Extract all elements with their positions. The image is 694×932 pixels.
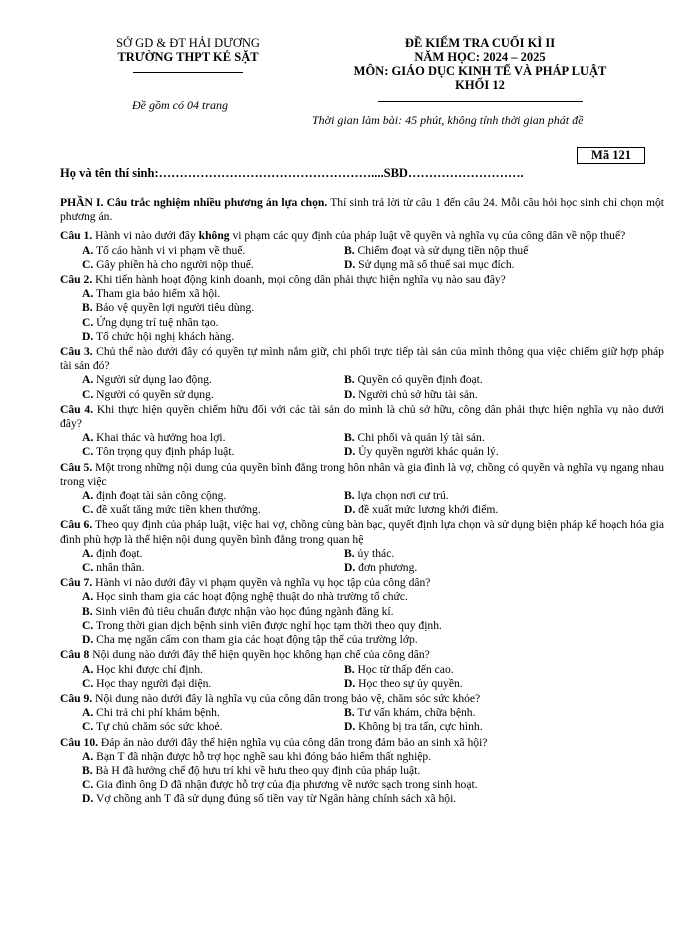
answer-option[interactable] bbox=[82, 633, 418, 646]
answer-options bbox=[60, 750, 664, 807]
answer-option[interactable] bbox=[82, 706, 220, 719]
answer-option[interactable] bbox=[82, 792, 456, 805]
question-stem bbox=[60, 648, 664, 662]
option-text: Không bị tra tấn, cực hình. bbox=[355, 720, 483, 734]
options-cell bbox=[82, 547, 344, 561]
option-letter: B. bbox=[344, 243, 355, 257]
option-text: Chiếm đoạt và sử dụng tiền nộp thuế bbox=[354, 243, 529, 257]
options-cell bbox=[344, 503, 606, 517]
options-cell bbox=[344, 720, 606, 734]
options-row bbox=[82, 445, 664, 459]
option-text: Tự chủ chăm sóc sức khoẻ. bbox=[93, 720, 223, 734]
question-7 bbox=[60, 576, 664, 647]
option-letter: B. bbox=[344, 431, 355, 445]
option-text: nhân thân. bbox=[93, 561, 145, 575]
options-cell bbox=[344, 445, 606, 459]
option-letter: C. bbox=[82, 257, 94, 271]
answer-option[interactable] bbox=[82, 547, 143, 560]
options-row bbox=[82, 373, 664, 387]
options-line bbox=[82, 316, 664, 330]
options-line bbox=[82, 605, 664, 619]
left-header bbox=[88, 36, 288, 73]
options-cell bbox=[344, 706, 606, 720]
candidate-info-line: Họ và tên thí sinh:……………………………………………....SBD………………………. bbox=[60, 166, 524, 180]
options-line bbox=[82, 287, 664, 301]
answer-option[interactable] bbox=[344, 489, 449, 502]
option-text: Gia đình ông D đã nhận được hỗ trợ của địa phương về nước sạch trong sinh hoạt. bbox=[93, 778, 478, 792]
options-cell bbox=[82, 244, 344, 258]
question-stem bbox=[60, 736, 664, 750]
option-letter: B. bbox=[82, 763, 93, 777]
answer-option[interactable] bbox=[82, 605, 394, 618]
option-letter: A. bbox=[82, 749, 94, 763]
option-letter: C. bbox=[82, 676, 94, 690]
option-text: Ủy quyền người khác quản lý. bbox=[355, 445, 499, 459]
answer-option[interactable] bbox=[82, 503, 261, 516]
option-letter: B. bbox=[344, 546, 355, 560]
answer-option[interactable] bbox=[82, 301, 254, 314]
option-text: lựa chọn nơi cư trú. bbox=[354, 489, 449, 503]
options-cell bbox=[82, 258, 344, 272]
options-line bbox=[82, 633, 664, 647]
option-text: Người có quyền sử dụng. bbox=[93, 387, 214, 401]
options-cell bbox=[82, 677, 344, 691]
answer-option[interactable] bbox=[82, 677, 211, 690]
option-text: đề xuất mức lương khởi điểm. bbox=[355, 503, 499, 517]
question-stem bbox=[60, 461, 664, 489]
option-letter: A. bbox=[82, 590, 94, 604]
option-text: Trong thời gian dịch bệnh sinh viên được nghỉ học tạm thời theo quy định. bbox=[93, 618, 442, 632]
answer-option[interactable] bbox=[344, 547, 394, 560]
department-name: SỞ GD & ĐT HẢI DƯƠNG bbox=[116, 36, 260, 50]
answer-option[interactable] bbox=[82, 489, 226, 502]
question-text: Hành vi nào dưới đây vi phạm quyền và nghĩa vụ học tập của công dân? bbox=[92, 576, 431, 590]
option-letter: B. bbox=[344, 706, 355, 720]
option-letter: D. bbox=[344, 676, 356, 690]
question-label: Câu 10. bbox=[60, 735, 99, 749]
option-letter: A. bbox=[82, 287, 94, 301]
option-text: Học thay người đại diện. bbox=[93, 676, 212, 690]
answer-option[interactable] bbox=[82, 388, 214, 401]
option-letter: C. bbox=[82, 618, 94, 632]
option-letter: C. bbox=[82, 503, 94, 517]
question-1 bbox=[60, 229, 664, 272]
question-text-continued: vi phạm các quy định của pháp luật về quyền và nghĩa vụ của công dân về nộp thuế? bbox=[229, 229, 626, 243]
options-cell bbox=[344, 258, 606, 272]
answer-option[interactable] bbox=[82, 316, 219, 329]
options-row bbox=[82, 547, 664, 561]
question-4 bbox=[60, 403, 664, 460]
options-row bbox=[82, 706, 664, 720]
answer-options bbox=[60, 287, 664, 344]
question-5 bbox=[60, 461, 664, 518]
options-row bbox=[82, 258, 664, 272]
option-text: đề xuất tăng mức tiền khen thưởng. bbox=[93, 503, 261, 517]
option-letter: B. bbox=[344, 662, 355, 676]
question-emphasis: không bbox=[198, 229, 230, 243]
question-9 bbox=[60, 692, 664, 735]
option-text: Tổ chức hội nghị khách hàng. bbox=[93, 329, 235, 343]
option-letter: A. bbox=[82, 489, 94, 503]
question-label: Câu 5. bbox=[60, 460, 93, 474]
option-text: Học từ thấp đến cao. bbox=[354, 662, 454, 676]
question-8 bbox=[60, 648, 664, 691]
option-text: Học sinh tham gia các hoạt động nghệ thuật do nhà trường tổ chức. bbox=[93, 590, 408, 604]
question-text: Khi tiến hành hoạt động kinh doanh, mọi công dân phải thực hiện nghĩa vụ nào sau đây? bbox=[92, 273, 506, 287]
section-title: PHẦN I. Câu trắc nghiệm nhiều phương án lựa chọn. bbox=[60, 196, 328, 209]
question-label: Câu 4. bbox=[60, 402, 94, 416]
option-text: Ứng dụng trí tuệ nhân tạo. bbox=[93, 315, 219, 329]
answer-option[interactable] bbox=[82, 258, 254, 271]
option-letter: A. bbox=[82, 706, 94, 720]
question-label: Câu 7. bbox=[60, 576, 93, 590]
options-cell bbox=[344, 489, 606, 503]
option-text: Học theo sự ủy quyền. bbox=[355, 676, 463, 690]
question-stem bbox=[60, 576, 664, 590]
question-text: Đáp án nào dưới đây thể hiện nghĩa vụ của công dân trong đảm bảo an sinh xã hội? bbox=[98, 735, 488, 749]
answer-option[interactable] bbox=[82, 778, 478, 791]
option-letter: A. bbox=[82, 662, 94, 676]
right-header bbox=[320, 36, 640, 102]
option-text: Chi phối và quản lý tài sản. bbox=[354, 431, 485, 445]
question-stem bbox=[60, 518, 664, 546]
options-line bbox=[82, 301, 664, 315]
option-letter: D. bbox=[344, 387, 356, 401]
answer-option[interactable] bbox=[344, 373, 483, 386]
question-label: Câu 3. bbox=[60, 345, 93, 359]
option-letter: B. bbox=[344, 489, 355, 503]
options-row bbox=[82, 489, 664, 503]
options-row bbox=[82, 388, 664, 402]
answer-option[interactable] bbox=[344, 244, 528, 257]
question-label: Câu 6. bbox=[60, 518, 93, 532]
option-text: ủy thác. bbox=[354, 546, 395, 560]
options-cell bbox=[344, 244, 606, 258]
option-text: Người chủ sở hữu tài sản. bbox=[355, 387, 478, 401]
question-stem bbox=[60, 403, 664, 431]
answer-option[interactable] bbox=[344, 503, 498, 516]
option-letter: B. bbox=[344, 373, 355, 387]
question-3 bbox=[60, 345, 664, 402]
options-cell bbox=[344, 663, 606, 677]
option-letter: A. bbox=[82, 431, 94, 445]
question-10 bbox=[60, 736, 664, 807]
question-label: Câu 2. bbox=[60, 273, 93, 287]
options-cell bbox=[82, 373, 344, 387]
answer-options bbox=[60, 373, 664, 401]
options-line bbox=[82, 750, 664, 764]
option-text: Khai thác và hưởng hoa lợi. bbox=[93, 431, 226, 445]
options-cell bbox=[82, 720, 344, 734]
time-note: Thời gian làm bài: 45 phút, không tính thời gian phát đề bbox=[312, 113, 584, 127]
right-header-divider bbox=[378, 101, 583, 102]
question-stem bbox=[60, 345, 664, 373]
question-text: Khi thực hiện quyền chiếm hữu đối với các tài sản do mình là chủ sở hữu, công dân phải thực hiện nghĩa vụ nào dưới đây? bbox=[60, 402, 664, 431]
question-stem bbox=[60, 692, 664, 706]
option-text: Sử dụng mã số thuế sai mục đích. bbox=[355, 257, 515, 271]
options-line bbox=[82, 619, 664, 633]
question-list bbox=[60, 229, 664, 806]
answer-option[interactable] bbox=[344, 720, 483, 733]
options-row bbox=[82, 720, 664, 734]
answer-option[interactable] bbox=[82, 287, 220, 300]
options-cell bbox=[344, 561, 606, 575]
pages-note: Đề gồm có 04 trang bbox=[132, 98, 228, 112]
exam-title: ĐỀ KIỂM TRA CUỐI KÌ II bbox=[404, 36, 556, 50]
options-cell bbox=[82, 706, 344, 720]
options-cell bbox=[82, 561, 344, 575]
options-row bbox=[82, 244, 664, 258]
options-cell bbox=[344, 373, 606, 387]
option-letter: C. bbox=[82, 561, 94, 575]
question-text: Một trong những nội dung của quyền bình đẳng trong hôn nhân và gia đình là vợ, chồng có quyền và nghĩa vụ ngang nhau trong việc bbox=[60, 460, 664, 488]
question-label: Câu 8 bbox=[60, 648, 90, 662]
options-row bbox=[82, 663, 664, 677]
option-letter: D. bbox=[344, 503, 356, 517]
answer-option[interactable] bbox=[344, 258, 515, 271]
option-letter: D. bbox=[82, 792, 94, 806]
options-cell bbox=[344, 431, 606, 445]
option-text: Gây phiền hà cho người nộp thuế. bbox=[93, 257, 254, 271]
option-text: Tôn trọng quy định pháp luật. bbox=[93, 445, 235, 459]
option-letter: C. bbox=[82, 445, 94, 459]
options-cell bbox=[82, 503, 344, 517]
option-text: Tham gia bảo hiểm xã hội. bbox=[93, 287, 221, 301]
option-letter: C. bbox=[82, 387, 94, 401]
option-text: Tư vấn khám, chữa bệnh. bbox=[354, 706, 476, 720]
option-text: đơn phương. bbox=[355, 561, 418, 575]
answer-option[interactable] bbox=[82, 619, 442, 632]
question-label: Câu 1. bbox=[60, 229, 93, 243]
answer-option[interactable] bbox=[82, 445, 234, 458]
options-cell bbox=[82, 388, 344, 402]
option-text: định đoạt. bbox=[93, 546, 143, 560]
options-line bbox=[82, 778, 664, 792]
options-cell bbox=[82, 445, 344, 459]
answer-option[interactable] bbox=[82, 720, 223, 733]
option-text: định đoạt tài sản công cộng. bbox=[93, 489, 227, 503]
options-row bbox=[82, 561, 664, 575]
option-text: Học khi được chỉ định. bbox=[93, 662, 203, 676]
option-letter: D. bbox=[344, 720, 356, 734]
answer-option[interactable] bbox=[344, 388, 478, 401]
left-header-divider bbox=[133, 72, 243, 73]
options-cell bbox=[344, 677, 606, 691]
answer-options bbox=[60, 489, 664, 517]
exam-content bbox=[60, 196, 664, 807]
options-cell bbox=[82, 489, 344, 503]
answer-options bbox=[60, 547, 664, 575]
answer-options bbox=[60, 706, 664, 734]
options-row bbox=[82, 503, 664, 517]
answer-option[interactable] bbox=[82, 590, 408, 603]
option-letter: C. bbox=[82, 315, 94, 329]
question-text: Nội dung nào dưới đây là nghĩa vụ của công dân trong bảo vệ, chăm sóc sức khỏe? bbox=[92, 691, 481, 705]
option-letter: D. bbox=[82, 633, 94, 647]
option-text: Bà H đã hưởng chế độ hưu trí khi về hưu theo quy định của pháp luật. bbox=[92, 763, 421, 777]
answer-option[interactable] bbox=[82, 764, 420, 777]
answer-option[interactable] bbox=[82, 244, 245, 257]
subject: MÔN: GIÁO DỤC KINH TẾ VÀ PHÁP LUẬT bbox=[353, 64, 607, 78]
options-line bbox=[82, 330, 664, 344]
option-letter: A. bbox=[82, 546, 94, 560]
option-text: Cha mẹ ngăn cấm con tham gia các hoạt động tập thể của trường lớp. bbox=[93, 633, 418, 647]
exam-code-box: Mã 121 bbox=[577, 147, 645, 164]
option-letter: D. bbox=[82, 329, 94, 343]
option-letter: C. bbox=[82, 720, 94, 734]
option-letter: D. bbox=[344, 561, 356, 575]
answer-option[interactable] bbox=[344, 677, 463, 690]
question-6 bbox=[60, 518, 664, 575]
options-cell bbox=[82, 431, 344, 445]
answer-option[interactable] bbox=[344, 445, 499, 458]
answer-option[interactable] bbox=[344, 561, 417, 574]
option-text: Bảo vệ quyền lợi người tiêu dùng. bbox=[92, 301, 255, 315]
option-text: Người sử dụng lao động. bbox=[93, 373, 212, 387]
question-stem bbox=[60, 229, 664, 243]
answer-option[interactable] bbox=[82, 330, 234, 343]
answer-option[interactable] bbox=[82, 373, 212, 386]
answer-options bbox=[60, 431, 664, 459]
option-text: Chi trả chi phí khám bệnh. bbox=[93, 706, 220, 720]
option-letter: B. bbox=[82, 301, 93, 315]
options-row bbox=[82, 431, 664, 445]
options-line bbox=[82, 792, 664, 806]
options-line bbox=[82, 764, 664, 778]
option-text: Bạn T đã nhận được hỗ trợ học nghề sau khi đóng bảo hiểm thất nghiệp. bbox=[93, 749, 432, 763]
answer-option[interactable] bbox=[82, 561, 144, 574]
question-text: Hành vi nào dưới đây bbox=[92, 229, 199, 243]
option-letter: B. bbox=[82, 604, 93, 618]
answer-option[interactable] bbox=[82, 750, 431, 763]
options-cell bbox=[344, 388, 606, 402]
answer-option[interactable] bbox=[344, 706, 476, 719]
option-letter: D. bbox=[344, 445, 356, 459]
options-cell bbox=[82, 663, 344, 677]
answer-option[interactable] bbox=[82, 663, 203, 676]
answer-option[interactable] bbox=[82, 431, 225, 444]
question-text: Chủ thể nào dưới đây có quyền tự mình nắm giữ, chi phối trực tiếp tài sản của mình thông qua việc chiếm giữ hợp pháp tài sản đó? bbox=[60, 345, 664, 373]
school-year: NĂM HỌC: 2024 – 2025 bbox=[414, 50, 546, 64]
option-letter: A. bbox=[82, 373, 94, 387]
section-instruction: Thí sinh trả lời từ câu 1 đến câu 24. Mỗi câu hỏi học sinh chỉ chọn một phương án. bbox=[60, 196, 665, 224]
option-text: Quyền có quyền định đoạt. bbox=[354, 373, 483, 387]
answer-options bbox=[60, 244, 664, 272]
question-stem bbox=[60, 273, 664, 287]
option-letter: D. bbox=[344, 257, 356, 271]
question-2 bbox=[60, 273, 664, 344]
options-row bbox=[82, 677, 664, 691]
option-letter: C. bbox=[82, 778, 94, 792]
answer-options bbox=[60, 663, 664, 691]
question-label: Câu 9. bbox=[60, 691, 93, 705]
option-text: Tố cáo hành vi vi phạm về thuế. bbox=[93, 243, 246, 257]
grade: KHỐI 12 bbox=[455, 78, 505, 92]
section-heading bbox=[60, 196, 664, 224]
options-cell bbox=[344, 547, 606, 561]
option-text: Sinh viên đủ tiêu chuẩn được nhận vào học đúng ngành đăng kí. bbox=[92, 604, 394, 618]
question-text: Nội dung nào dưới đây thể hiện quyền học không hạn chế của công dân? bbox=[89, 648, 430, 662]
answer-options bbox=[60, 590, 664, 647]
question-text: Theo quy định của pháp luật, việc hai vợ, chồng cùng bàn bạc, quyết định lựa chọn và sử dụng biện pháp kế hoạch hóa gia đình phù hợp là thể hiện nội dung quyền bình đẳng trong quan hệ bbox=[60, 518, 664, 546]
answer-option[interactable] bbox=[344, 663, 454, 676]
options-line bbox=[82, 590, 664, 604]
option-letter: A. bbox=[82, 243, 94, 257]
option-text: Vợ chồng anh T đã sử dụng đúng số tiền vay từ Ngân hàng chính sách xã hội. bbox=[93, 792, 457, 806]
answer-option[interactable] bbox=[344, 431, 485, 444]
school-name: TRƯỜNG THPT KẺ SẶT bbox=[117, 50, 259, 64]
